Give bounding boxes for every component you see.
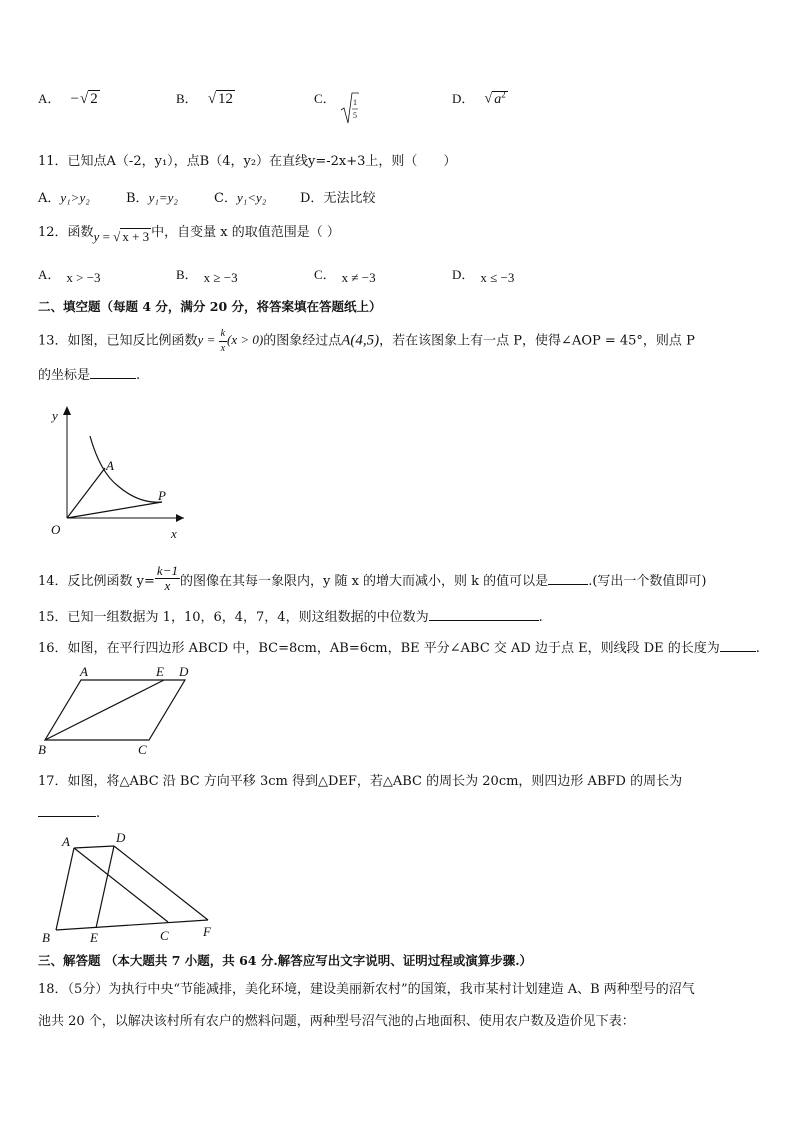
answer-blank (90, 378, 136, 379)
segment-op (67, 502, 162, 518)
q10-option-c (314, 88, 357, 120)
q13-stem-line2 (38, 364, 140, 383)
vertex-b-label: B (38, 742, 46, 757)
svg-text:5: 5 (353, 111, 357, 120)
answer-blank (429, 620, 539, 621)
option-expr: √ $a^2$ (484, 89, 506, 107)
option-label: C． (214, 191, 237, 206)
option-label: A． (38, 91, 61, 106)
option-label: D． (452, 91, 475, 106)
option-label: D． (452, 267, 475, 282)
answer-blank (548, 584, 588, 585)
option-text: 无法比较 (323, 191, 376, 206)
stem-prefix: 13．如图，已知反比例函数 (38, 333, 198, 349)
x-arrow-icon (176, 514, 184, 522)
q11-option-b (126, 187, 178, 206)
q10-option-b (176, 88, 235, 108)
option-text: x ≤ −3 (480, 270, 515, 285)
fraction-expr (155, 564, 180, 593)
figure-16 (34, 660, 204, 760)
q12-option-a (38, 264, 101, 283)
answer-blank (720, 651, 756, 652)
stem-mid: 的图象经过点 (263, 333, 342, 349)
vertex-e-label: E (156, 664, 164, 679)
option-label: D． (300, 191, 324, 206)
segment-de (96, 846, 114, 928)
vertex-c-label: C (138, 742, 147, 757)
q11-option-c (214, 187, 266, 206)
segment-ac (74, 848, 168, 922)
option-label: A． (38, 191, 61, 206)
point-a: A(4,5) (341, 332, 380, 349)
stem-end: . (538, 610, 543, 625)
stem-text: 16．如图，在平行四边形 ABCD 中，BC=8cm，AB=6cm，BE 平分∠ABC 交 AD 边于点 E，则线段 DE 的长度为 (38, 641, 720, 656)
stem-prefix: 12．函数 (38, 225, 94, 240)
q12-option-d (452, 264, 514, 283)
option-label: B． (126, 191, 149, 206)
answer-blank (38, 816, 96, 817)
stem-prefix: 14．反比例函数 y= (38, 574, 155, 589)
vertex-b-label: B (42, 930, 50, 945)
origin-label: O (51, 522, 61, 537)
stem-end: .(写出一个数值即可) (588, 574, 707, 589)
stem-end: . (136, 368, 141, 383)
option-label: B． (176, 267, 198, 282)
denominator: x (164, 578, 171, 593)
y-arrow-icon (63, 406, 71, 415)
vertex-d-label: D (179, 664, 189, 679)
q18-stem-line1: 18．（5分）为执行中央“节能减排，美化环境，建设美丽新农村”的国策，我市某村计划建造 A、B 两种型号的沼气 (38, 982, 695, 997)
section-2-title: 二、填空题（每题 4 分，满分 20 分，将答案填在答题纸上） (38, 299, 382, 314)
parallelogram-abcd (45, 680, 185, 740)
option-text: y₁>y₂ (60, 190, 90, 205)
vertex-f-label: F (203, 924, 211, 939)
vertex-d-label: D (116, 830, 126, 845)
svg-text:1: 1 (353, 98, 357, 107)
stem-end: . (755, 641, 760, 656)
option-text: x ≠ −3 (341, 270, 376, 285)
option-text: y₁=y₂ (148, 190, 178, 205)
q11-option-a (38, 187, 90, 206)
y-label: y (52, 408, 58, 423)
q12-option-b (176, 264, 238, 283)
stem-end: . (96, 806, 101, 821)
figure-13 (34, 402, 194, 542)
option-label: A． (38, 267, 61, 282)
point-p-label: P (158, 488, 166, 503)
section-3-title: 三、解答题 （本大题共 7 小题，共 64 分.解答应写出文字说明、证明过程或演算步骤.） (38, 953, 533, 968)
segment-ad (74, 846, 114, 848)
function-expr: y = $\frac{k}{x}$ (x > 0) (197, 328, 264, 354)
q17-stem-line2 (38, 806, 100, 821)
stem-formula: y = √ x + 3 (93, 229, 150, 244)
segment-df (114, 846, 208, 920)
option-text: y₁<y₂ (236, 190, 267, 205)
q10-option-d (452, 88, 508, 108)
stem-line2: 的坐标是 (38, 368, 91, 383)
q12-stem (38, 221, 340, 244)
x-label: x (171, 526, 177, 541)
q11-option-d (300, 187, 375, 206)
segment-bf (56, 920, 208, 930)
stem-text: 15．已知一组数据为 1，10，6，4，7，4，则这组数据的中位数为 (38, 610, 429, 625)
q12-option-c (314, 264, 376, 283)
q11-stem: 11．已知点A（-2，y₁），点B（4，y₂）在直线y=-2x+3上，则（ ） (38, 154, 457, 169)
hyperbola-curve (90, 436, 162, 502)
vertex-a-label: A (80, 664, 88, 679)
q13-stem-line1 (38, 327, 695, 356)
option-expr: √ 12 (207, 91, 234, 107)
stem-suffix: ，若在该图象上有一点 P，使得∠AOP = 45°，则点 P (379, 333, 695, 349)
q16-stem (38, 637, 760, 656)
vertex-a-label: A (62, 834, 70, 849)
segment-ab (56, 848, 74, 930)
sqrt-fraction-expr (340, 90, 360, 126)
stem-mid: 的图像在其每一象限内，y 随 x 的增大而减小，则 k 的值可以是 (179, 574, 549, 589)
numerator: k−1 (156, 563, 178, 578)
option-label: B． (176, 91, 198, 106)
q17-stem-line1: 17．如图，将△ABC 沿 BC 方向平移 3cm 得到△DEF，若△ABC 的周长为 20cm，则四边形 ABFD 的周长为 (38, 774, 683, 789)
segment-oa (67, 468, 105, 518)
stem-suffix: 中，自变量 x 的取值范围是（ ） (151, 225, 340, 240)
q14-stem (38, 563, 707, 596)
point-a-label: A (106, 458, 114, 473)
option-label: C． (314, 267, 336, 282)
vertex-c-label: C (160, 928, 169, 943)
q18-stem-line2: 池共 20 个，以解决该村所有农户的燃料问题，两种型号沼气池的占地面积、使用农户数及造价见下表： (38, 1014, 635, 1029)
option-expr: −√ 2 (70, 91, 98, 107)
option-text: x ≥ −3 (203, 270, 238, 285)
option-text: x > −3 (66, 270, 101, 285)
q10-option-a (38, 88, 100, 108)
option-label: C． (314, 91, 336, 106)
figure-17 (34, 826, 224, 948)
q15-stem (38, 606, 543, 625)
vertex-e-label: E (90, 930, 98, 945)
